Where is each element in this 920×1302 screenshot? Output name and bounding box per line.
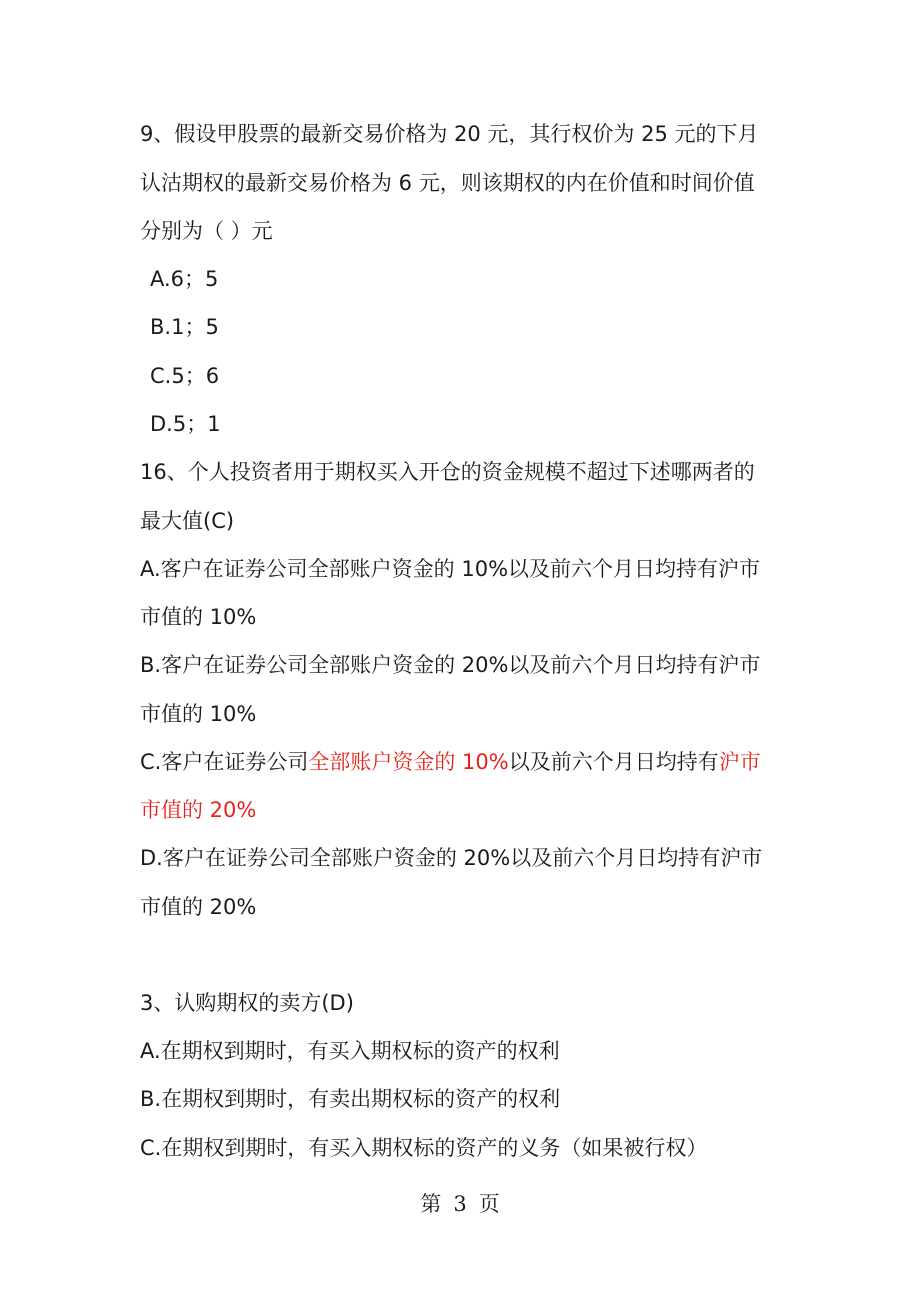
q16-option-a-line-2: 市值的 10%	[140, 605, 257, 629]
q16-option-c-text-1: C.客户在证券公司	[140, 750, 309, 774]
page-number: 3	[453, 1192, 467, 1216]
q9-option-d: D.5；1	[150, 412, 221, 436]
q16-option-d-line-2: 市值的 20%	[140, 895, 257, 919]
q3-option-c: C.在期权到期时，有买入期权标的资产的义务（如果被行权）	[140, 1136, 708, 1160]
q16-option-c-highlight-2: 沪市	[718, 750, 761, 774]
q3-option-a: A.在期权到期时，有买入期权标的资产的权利	[140, 1039, 560, 1063]
q3-stem: 3、认购期权的卖方(D)	[140, 991, 354, 1015]
q9-stem-line-3: 分别为（ ）元	[140, 219, 273, 243]
q16-option-b-line-1: B.客户在证券公司全部账户资金的 20%以及前六个月日均持有沪市	[140, 653, 761, 677]
q9-option-c: C.5；6	[150, 364, 220, 388]
q9-option-b: B.1；5	[150, 315, 219, 339]
q9-option-a: A.6；5	[150, 267, 219, 291]
q16-option-c-text-2: 以及前六个月日均持有	[508, 750, 719, 774]
page-number-suffix: 页	[478, 1192, 500, 1216]
q16-option-c-line-2: 市值的 20%	[140, 798, 257, 822]
q16-stem-line-1: 16、个人投资者用于期权买入开仓的资金规模不超过下述哪两者的	[140, 460, 755, 484]
q16-option-d-line-1: D.客户在证券公司全部账户资金的 20%以及前六个月日均持有沪市	[140, 846, 763, 870]
q16-option-b-line-2: 市值的 10%	[140, 702, 257, 726]
q16-option-a-line-1: A.客户在证券公司全部账户资金的 10%以及前六个月日均持有沪市	[140, 557, 761, 581]
q16-option-c-highlight-1: 全部账户资金的 10%	[308, 750, 509, 774]
q16-stem-line-2: 最大值(C)	[140, 509, 235, 533]
q16-option-c-line-1	[140, 748, 800, 776]
page-number-prefix: 第	[420, 1192, 442, 1216]
q9-stem-line-2: 认沽期权的最新交易价格为 6 元，则该期权的内在价值和时间价值	[140, 171, 755, 195]
q9-stem-line-1: 9、假设甲股票的最新交易价格为 20 元，其行权价为 25 元的下月	[140, 122, 759, 146]
q3-option-b: B.在期权到期时，有卖出期权标的资产的权利	[140, 1087, 561, 1111]
page-footer	[0, 1190, 920, 1218]
